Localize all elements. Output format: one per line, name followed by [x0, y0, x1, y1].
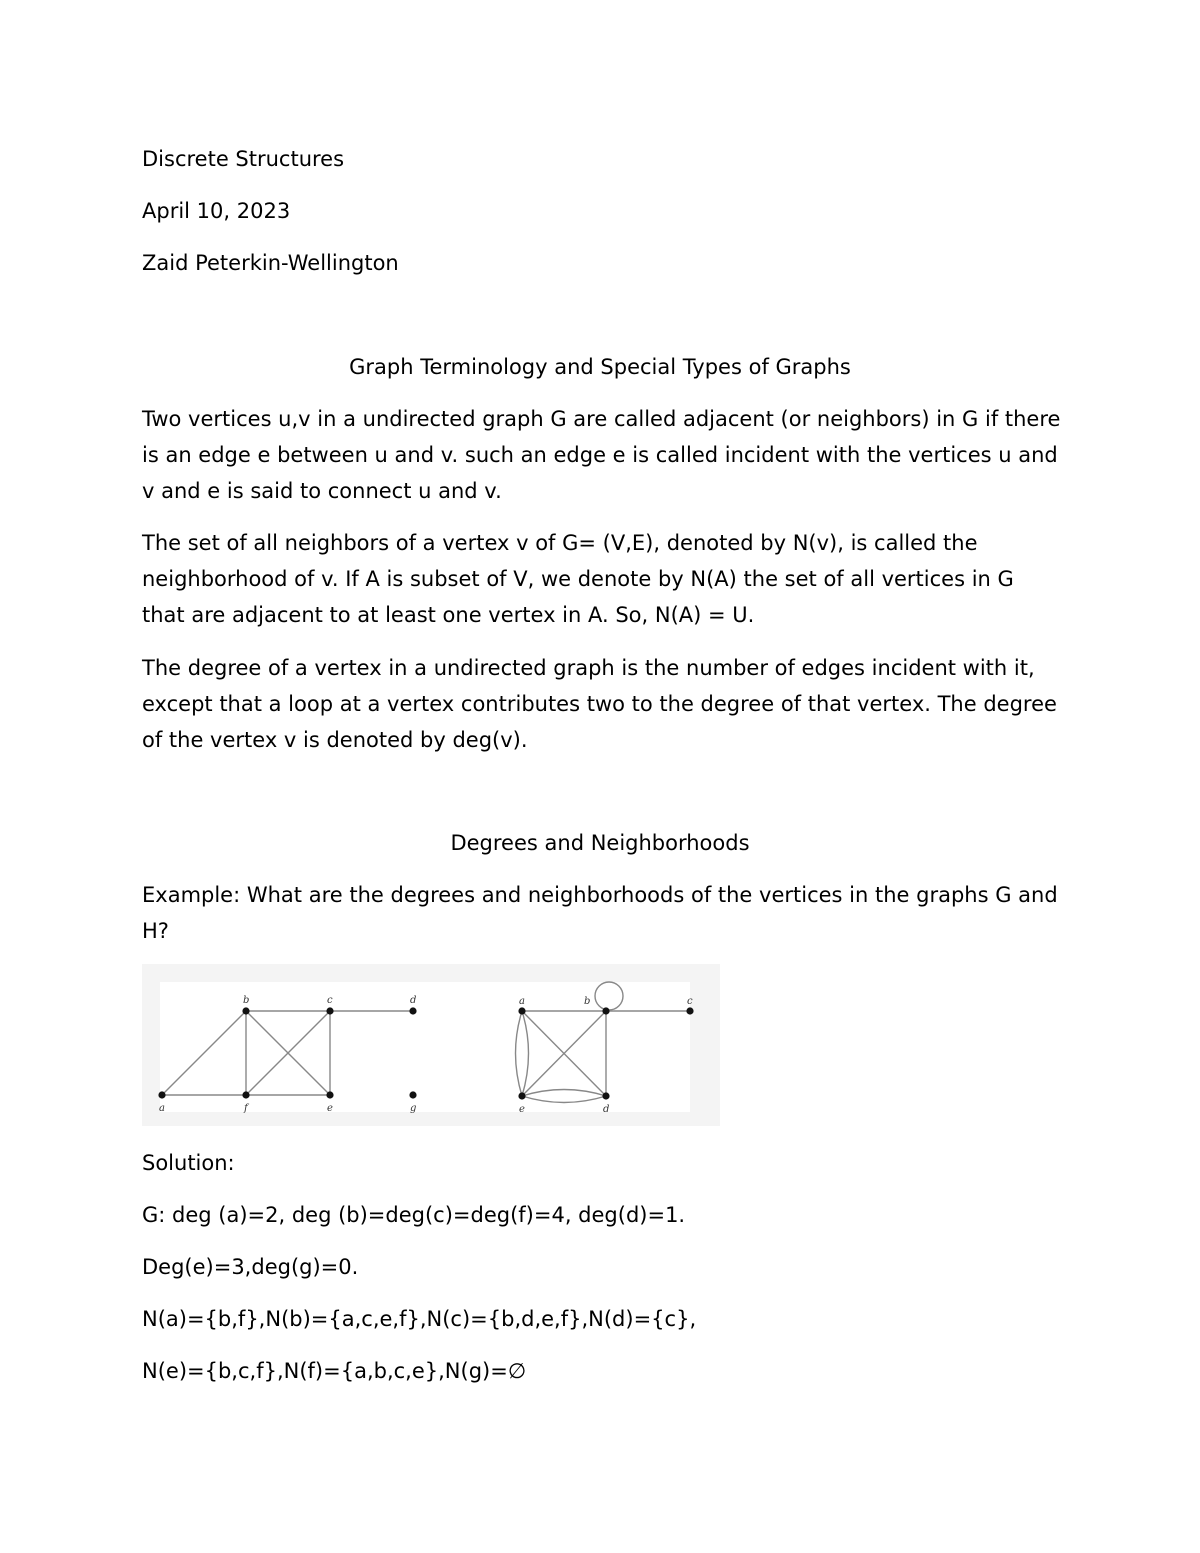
vertex-g-f [242, 1091, 249, 1098]
label-h-a: a [519, 996, 525, 1007]
vertex-g-b [242, 1007, 249, 1014]
course-title: Discrete Structures [142, 147, 345, 171]
label-h-b: b [584, 996, 591, 1007]
paragraph-degree: The degree of a vertex in a undirected graph is the number of edges incident with it, except that a loop at a vertex contributes two to the degree of that vertex. The degree of the vertex v is denoted by deg(v). [142, 656, 1057, 752]
vertex-g-a [158, 1091, 165, 1098]
solution-line-1: G: deg (a)=2, deg (b)=deg(c)=deg(f)=4, deg(d)=1. [142, 1203, 686, 1227]
solution-line-4: N(e)={b,c,f},N(f)={a,b,c,e},N(g)=∅ [142, 1359, 527, 1383]
label-g-e: e [327, 1103, 333, 1114]
vertex-h-a [518, 1007, 525, 1014]
label-g-f: f [244, 1103, 248, 1114]
vertex-g-c [326, 1007, 333, 1014]
vertex-h-b [602, 1007, 609, 1014]
example-question: Example: What are the degrees and neighborhoods of the vertices in the graphs G and H? [142, 883, 1058, 943]
vertex-g-g [409, 1091, 416, 1098]
label-h-c: c [687, 996, 693, 1007]
label-g-g: g [410, 1103, 417, 1114]
graphs-figure [142, 964, 720, 1126]
graphs-diagram [142, 964, 720, 1126]
figure-background [160, 982, 690, 1112]
solution-line-2: Deg(e)=3,deg(g)=0. [142, 1255, 359, 1279]
label-g-a: a [159, 1103, 165, 1114]
vertex-h-e [518, 1092, 525, 1099]
solution-heading: Solution: [142, 1151, 235, 1175]
label-g-d: d [410, 995, 417, 1006]
label-g-c: c [327, 995, 333, 1006]
vertex-h-c [686, 1007, 693, 1014]
document-date: April 10, 2023 [142, 199, 291, 223]
label-h-d: d [603, 1104, 610, 1115]
solution-line-3: N(a)={b,f},N(b)={a,c,e,f},N(c)={b,d,e,f},N(d)={c}, [142, 1307, 697, 1331]
paragraph-adjacency: Two vertices u,v in a undirected graph G are called adjacent (or neighbors) in G if there is an edge e between u and v. such an edge e is called incident with the vertices u and v and e is said to connect u and v. [142, 407, 1061, 503]
section-title-degrees-neighborhoods: Degrees and Neighborhoods [450, 831, 750, 855]
vertex-h-d [602, 1092, 609, 1099]
label-g-b: b [243, 995, 250, 1006]
section-title-graph-terminology: Graph Terminology and Special Types of Graphs [349, 355, 851, 379]
paragraph-neighborhood: The set of all neighbors of a vertex v of G= (V,E), denoted by N(v), is called the neighborhood of v. If A is subset of V, we denote by N(A) the set of all vertices in G that are adjacent to at least one vertex in A. So, N(A) = U. [142, 531, 1014, 627]
vertex-g-d [409, 1007, 416, 1014]
vertex-g-e [326, 1091, 333, 1098]
label-h-e: e [519, 1104, 525, 1115]
author-name: Zaid Peterkin-Wellington [142, 251, 399, 275]
